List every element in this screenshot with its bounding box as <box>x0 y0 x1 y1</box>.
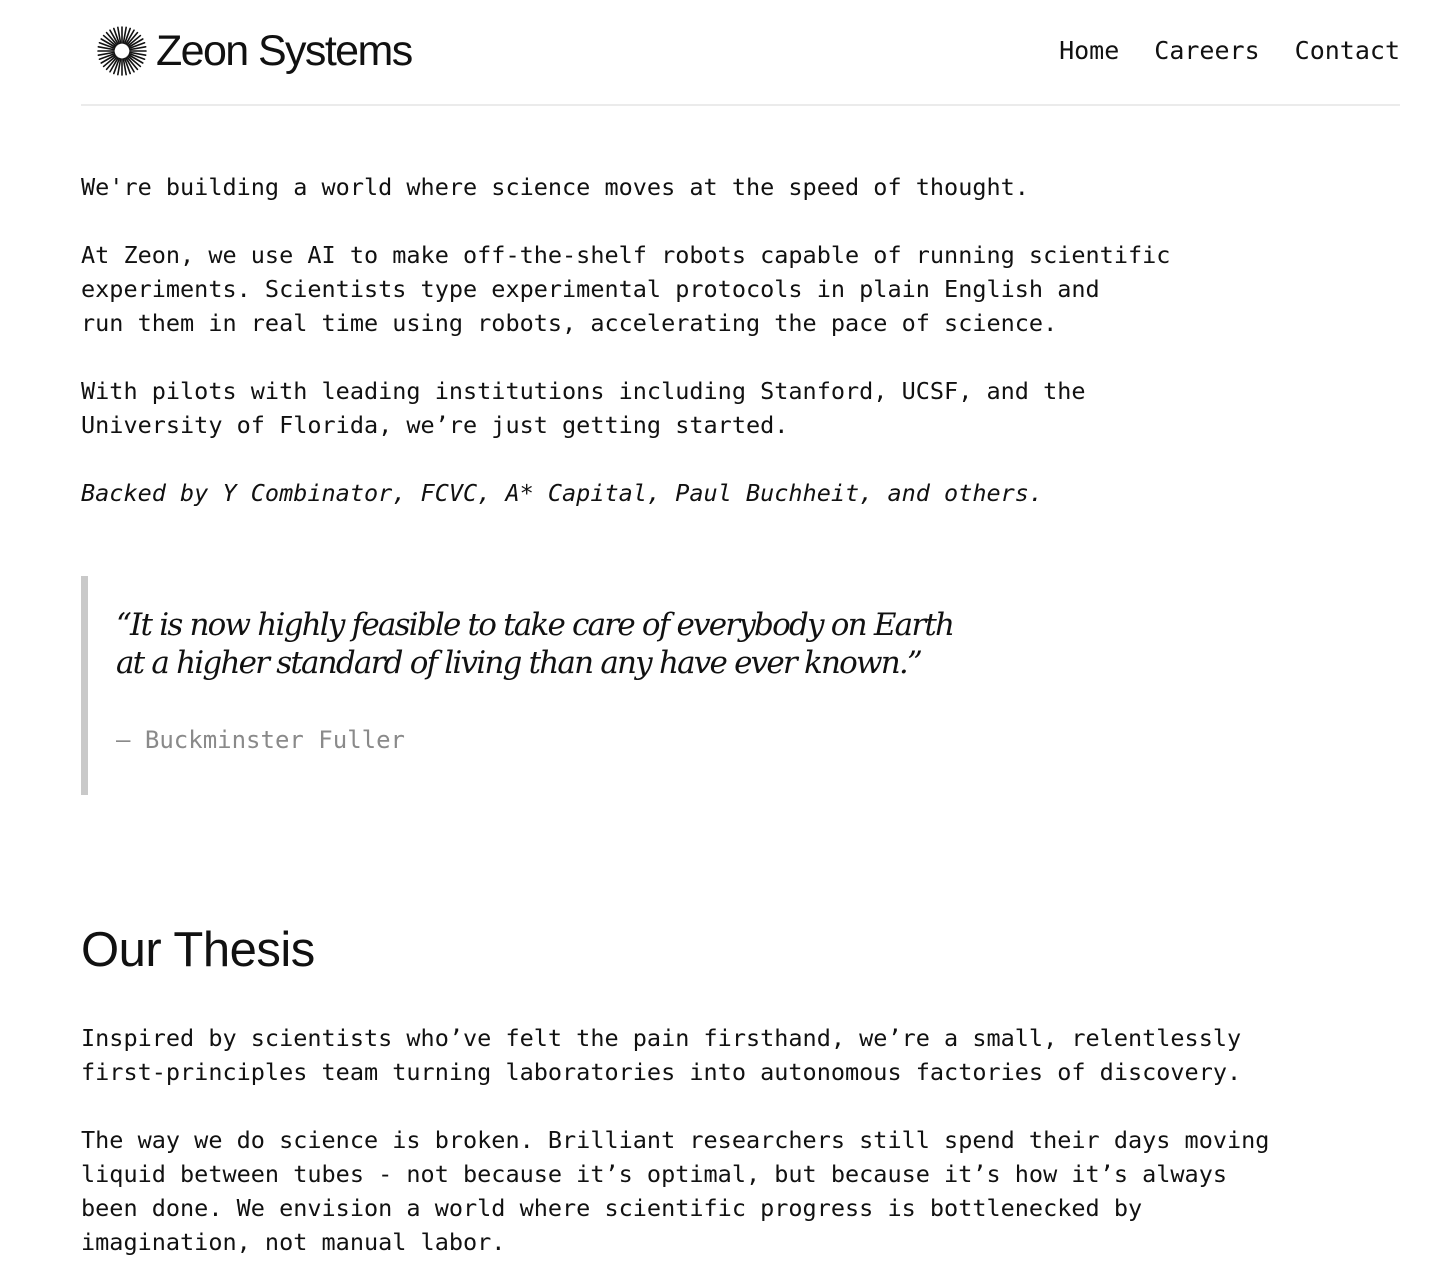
site-header <box>81 0 1400 106</box>
thesis-paragraph-1: Inspired by scientists who’ve felt the pain firsthand, we’re a small, relentlessly first-principles team turning laboratories into autonomous factories of discovery. <box>81 1024 1242 1086</box>
main-content <box>81 170 1401 1256</box>
thesis-paragraph-2: The way we do science is broken. Brilliant researchers still spend their days moving liquid between tubes - not because it’s optimal, but because it’s how it’s always been done. We envision a world where scientific progress is bottlenecked by imagination, not manual labor. <box>81 1126 1270 1256</box>
intro-headline: We're building a world where science moves at the speed of thought. <box>81 173 1029 201</box>
pilots-paragraph: With pilots with leading institutions including Stanford, UCSF, and the University of Florida, we’re just getting started. <box>81 377 1086 439</box>
main-nav <box>1059 36 1400 66</box>
quote-block <box>81 576 981 795</box>
backers-text: Backed by Y Combinator, FCVC, A* Capital, Paul Buchheit, and others. <box>81 479 1044 507</box>
quote-author: — Buckminster Fuller <box>116 726 405 754</box>
brand-link[interactable] <box>96 25 412 77</box>
quote-text: “It is now highly feasible to take care of everybody on Earth at a higher standard of living than any have ever known.” <box>116 607 954 681</box>
thesis-section <box>81 1021 1411 1259</box>
nav-careers-link[interactable]: Careers <box>1154 36 1260 65</box>
nav-contact-link[interactable]: Contact <box>1294 36 1400 65</box>
brand-name: Zeon Systems <box>156 26 412 75</box>
sunburst-icon <box>96 25 148 77</box>
intro-paragraph: At Zeon, we use AI to make off-the-shelf robots capable of running scientific experiments. Scientists type experimental protocols in plain English and run them in real time using robots, accelerating the pace of science. <box>81 241 1171 337</box>
nav-home-link[interactable]: Home <box>1059 36 1120 65</box>
thesis-heading: Our Thesis <box>81 923 315 977</box>
